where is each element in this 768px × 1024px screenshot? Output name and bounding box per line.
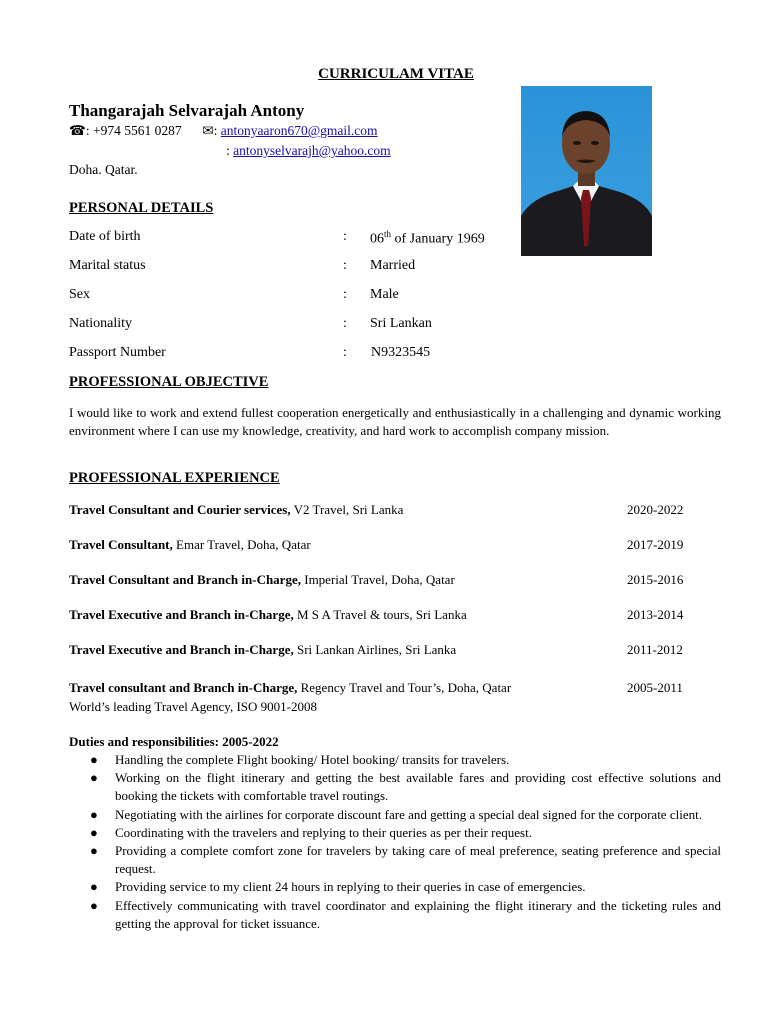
role-title: Travel Executive and Branch in-Charge, [69, 607, 294, 622]
experience-item [69, 680, 721, 715]
bullet-icon: ● [90, 806, 98, 822]
experience-item [69, 502, 721, 518]
list-item: ● Providing a complete comfort zone for travelers by taking care of meal preference, seating preference and special request. [90, 843, 721, 877]
duties-heading: Duties and responsibilities: 2005-2022 [69, 734, 279, 749]
field-label: Nationality [69, 316, 132, 331]
contact-line-2 [226, 143, 391, 159]
field-label: Date of birth [69, 229, 141, 244]
years: 2020-2022 [627, 502, 684, 517]
company: V2 Travel, Sri Lanka [290, 502, 404, 517]
bullet-icon: ● [90, 843, 98, 859]
bullet-icon: ● [90, 752, 98, 767]
experience-item [69, 607, 721, 623]
contact-line-1 [69, 123, 378, 139]
list-item: ● Working on the flight itinerary and getting the best available fares and providing cost effective solutions and booking the tickets with comfortable travel routings. [90, 770, 721, 804]
role-title: Travel Consultant, [69, 537, 173, 552]
list-item: ● Coordinating with the travelers and replying to their queries as per their request. [69, 824, 721, 842]
field-separator: : [343, 287, 347, 302]
field-label: Passport Number [69, 345, 166, 360]
field-value: Male [370, 287, 399, 302]
company-note: World’s leading Travel Agency, ISO 9001-2008 [69, 699, 317, 714]
field-separator: : [343, 258, 347, 273]
list-item: ● Negotiating with the airlines for corporate discount fare and getting a special deal signed for the corporate client. [69, 806, 721, 824]
field-label: Sex [69, 287, 90, 302]
role-title: Travel Executive and Branch in-Charge, [69, 642, 294, 657]
years: 2017-2019 [627, 537, 684, 552]
email-link-gmail[interactable]: antonyaaron670@gmail.com [220, 123, 378, 138]
phone-icon: ☎ [69, 123, 86, 138]
field-value: Married [370, 258, 416, 273]
field-separator: : [343, 229, 347, 244]
email-separator: : [226, 143, 234, 158]
duties-list [69, 751, 721, 933]
document-title: CURRICULAM VITAE [318, 66, 474, 82]
years: 2013-2014 [627, 607, 684, 622]
email-separator: : [213, 123, 221, 138]
objective-text: I would like to work and extend fullest cooperation energetically and enthusiastically in a challenging and dynamic working environment where I can use my knowledge, creativity, and hard work to accomplish company mission. [69, 405, 721, 438]
candidate-name: Thangarajah Selvarajah Antony [69, 101, 305, 120]
phone-number: : +974 5561 0287 [85, 123, 182, 138]
experience-item [69, 642, 721, 658]
bullet-icon: ● [90, 879, 98, 895]
email-link-yahoo[interactable]: antonyselvarajh@yahoo.com [233, 143, 391, 158]
years: 2005-2011 [627, 680, 683, 695]
company: Imperial Travel, Doha, Qatar [300, 572, 455, 587]
experience-item [69, 537, 721, 553]
company: Emar Travel, Doha, Qatar [172, 537, 311, 552]
company: M S A Travel & tours, Sri Lanka [293, 607, 467, 622]
field-value: Sri Lankan [370, 316, 432, 331]
role-title: Travel consultant and Branch in-Charge, [69, 680, 298, 695]
bullet-icon: ● [90, 824, 98, 840]
list-item: ● Effectively communicating with travel coordinator and explaining the flight itinerary and the ticketing rules and getting the approval for ticket issuance. [90, 897, 721, 931]
years: 2011-2012 [627, 642, 683, 657]
field-separator: : [343, 345, 347, 360]
years: 2015-2016 [627, 572, 684, 587]
experience-item [69, 572, 721, 588]
bullet-icon: ● [90, 897, 98, 913]
company: Sri Lankan Airlines, Sri Lanka [293, 642, 457, 657]
location: Doha. Qatar. [69, 162, 138, 177]
role-title: Travel Consultant and Branch in-Charge, [69, 572, 301, 587]
field-value: N9323545 [371, 345, 431, 360]
field-separator: : [343, 316, 347, 331]
objective-heading: PROFESSIONAL OBJECTIVE [69, 374, 269, 390]
bullet-icon: ● [90, 770, 98, 786]
role-title: Travel Consultant and Courier services, [69, 502, 291, 517]
profile-photo [521, 86, 652, 256]
list-item: ● Handling the complete Flight booking/ Hotel booking/ transits for travelers. [69, 751, 721, 769]
experience-heading: PROFESSIONAL EXPERIENCE [69, 470, 280, 486]
field-label: Marital status [69, 258, 146, 273]
envelope-icon: ✉ [202, 123, 214, 138]
personal-details-heading: PERSONAL DETAILS [69, 200, 214, 216]
field-value: 06th of January 1969 [370, 229, 485, 247]
list-item: ● Providing service to my client 24 hours in replying to their queries in case of emergencies. [69, 878, 721, 896]
company: Regency Travel and Tour’s, Doha, Qatar [297, 680, 512, 695]
